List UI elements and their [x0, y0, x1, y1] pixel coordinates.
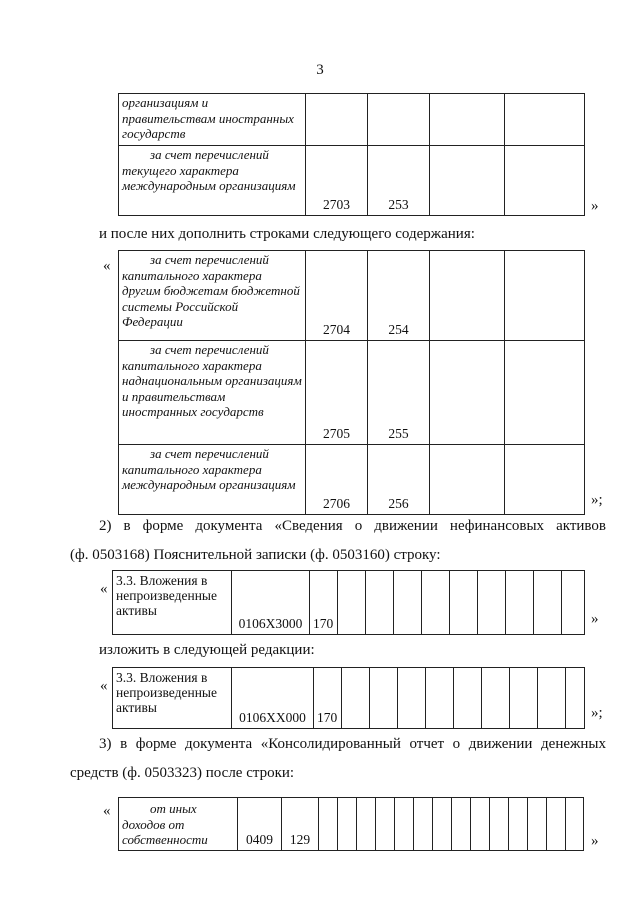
row-kosgu	[368, 94, 430, 146]
row-code: 2703	[306, 146, 368, 216]
row-kosgu: 256	[368, 445, 430, 515]
row-kosgu: 253	[368, 146, 430, 216]
row-label: за счет перечислений капитального характера международным организациям	[122, 446, 296, 492]
row-code: 2705	[306, 341, 368, 445]
row-label: за счет перечислений капитального характера наднациональным организациям и правительствам иностранных государств	[122, 342, 302, 419]
open-quote: «	[103, 258, 111, 274]
paragraph-2-line-1: 2) в форме документа «Сведения о движении нефинансовых активов	[99, 518, 606, 534]
table-row	[119, 798, 584, 851]
table-expenses-continued	[118, 93, 585, 216]
row-kosgu: 254	[368, 251, 430, 341]
table-row	[119, 341, 585, 445]
row-label: 3.3. Вложения в непроизведенные активы	[113, 668, 232, 729]
row-label: за счет перечислений текущего характера международным организациям	[122, 147, 296, 193]
paragraph-3-line-2: средств (ф. 0503323) после строки:	[70, 765, 295, 781]
paragraph-text: и после них дополнить строками следующего содержания:	[99, 226, 475, 242]
row-code: 0106ХХ000	[232, 668, 314, 729]
row-kosgu: 255	[368, 341, 430, 445]
table-row	[113, 571, 585, 635]
table-row	[119, 251, 585, 341]
close-quote: »;	[591, 705, 603, 721]
paragraph-3-line-1: 3) в форме документа «Консолидированный отчет о движении денежных	[99, 736, 606, 752]
row-code: 2706	[306, 445, 368, 515]
row-line-code: 170	[314, 668, 342, 729]
row-label: организациям и правительствам иностранных государств	[119, 94, 306, 146]
row-label: за счет перечислений капитального характера другим бюджетам бюджетной системы Российской Федерации	[122, 252, 300, 329]
close-quote: »	[591, 833, 599, 849]
table-nonfinancial-assets-original	[112, 570, 585, 635]
row-code: 0106Х3000	[232, 571, 310, 635]
open-quote: «	[103, 803, 111, 819]
paragraph-text: изложить в следующей редакции:	[99, 642, 315, 658]
row-code: 2704	[306, 251, 368, 341]
row-kosgu: 129	[282, 798, 319, 851]
table-row	[113, 668, 585, 729]
table-row	[119, 94, 585, 146]
paragraph-2-line-2: (ф. 0503168) Пояснительной записки (ф. 0503160) строку:	[70, 547, 441, 563]
close-quote: »	[591, 198, 599, 214]
row-line-code: 170	[310, 571, 338, 635]
row-code: 0409	[238, 798, 282, 851]
page-number: 3	[316, 62, 324, 78]
table-nonfinancial-assets-new	[112, 667, 585, 729]
close-quote: »;	[591, 492, 603, 508]
table-row	[119, 445, 585, 515]
close-quote: »	[591, 611, 599, 627]
row-label: 3.3. Вложения в непроизведенные активы	[113, 571, 232, 635]
open-quote: «	[100, 581, 108, 597]
row-code	[306, 94, 368, 146]
open-quote: «	[100, 678, 108, 694]
row-label: от иных доходов от собственности	[122, 801, 208, 847]
table-cash-flows	[118, 797, 584, 851]
table-expenses-added	[118, 250, 585, 515]
table-row	[119, 146, 585, 216]
